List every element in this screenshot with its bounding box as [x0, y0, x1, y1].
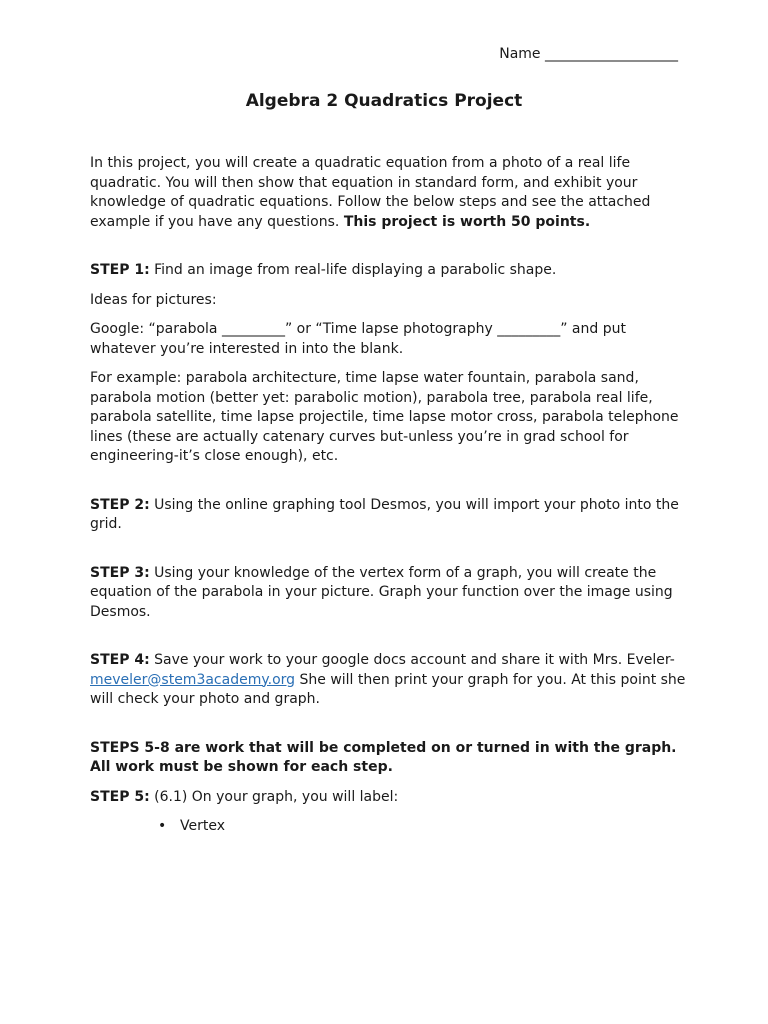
step5-paragraph [90, 788, 690, 808]
steps-5-8-note [90, 739, 690, 778]
step1-google: Google: “parabola _________” or “Time lapse photography _________” and put whatever you’re interested in into the blank. [90, 321, 626, 357]
step2-text: Using the online graphing tool Desmos, you will import your photo into the grid. [90, 496, 679, 532]
email-link[interactable]: meveler@stem3academy.org [90, 671, 296, 688]
step2-label: STEP 2: [90, 496, 150, 513]
step5-label: STEP 5: [90, 788, 150, 805]
step5-text: (6.1) On your graph, you will label: [149, 788, 399, 805]
step3-label: STEP 3: [90, 564, 150, 581]
list-item [90, 817, 690, 837]
step1-paragraph [90, 261, 690, 281]
document-body [90, 154, 690, 837]
steps-5-8-bold: STEPS 5-8 are work that will be completed on or turned in with the graph. All work must be shown for each step. [90, 739, 677, 775]
bullet-text: Vertex [180, 818, 226, 834]
intro-text: In this project, you will create a quadratic equation from a photo of a real life quadratic. You will then show that equation in standard form, and exhibit your knowledge of quadratic equations. Follow the below steps and see the attached example if you have any questions. [90, 155, 651, 230]
step1-label: STEP 1: [90, 262, 150, 278]
step1-text: Find an image from real-life displaying a parabolic shape. [149, 262, 557, 278]
intro-paragraph [90, 154, 690, 232]
step4-text-before: Save your work to your google docs account and share it with Mrs. Eveler- [149, 652, 675, 668]
intro-points-note: This project is worth 50 points. [343, 213, 591, 230]
name-field-label: Name ___________________ [499, 46, 678, 62]
bullet-dot-icon: • [158, 818, 167, 834]
step3-text: Using your knowledge of the vertex form of a graph, you will create the equation of the parabola in your picture. Graph your function over the image using Desmos. [90, 564, 673, 620]
step2-paragraph [90, 496, 690, 535]
step4-paragraph [90, 651, 690, 710]
page-title: Algebra 2 Quadratics Project [245, 91, 523, 111]
step5-bullet-list [90, 817, 690, 837]
step1-examples: For example: parabola architecture, time lapse water fountain, parabola sand, parabola motion (better yet: parabolic motion), parabola tree, parabola real life, parabola satellite, time lapse projectile, time lapse motor cross, parabola telephone lines (these are actually catenary curves but-unless you’re in grad school for engineering-it’s close enough), etc. [90, 370, 679, 464]
step4-text-after: She will then print your graph for you. At this point she will check your photo and graph. [90, 671, 686, 707]
step1-ideas: Ideas for pictures: [90, 291, 217, 308]
step4-label: STEP 4: [90, 652, 150, 668]
step3-paragraph [90, 564, 690, 623]
